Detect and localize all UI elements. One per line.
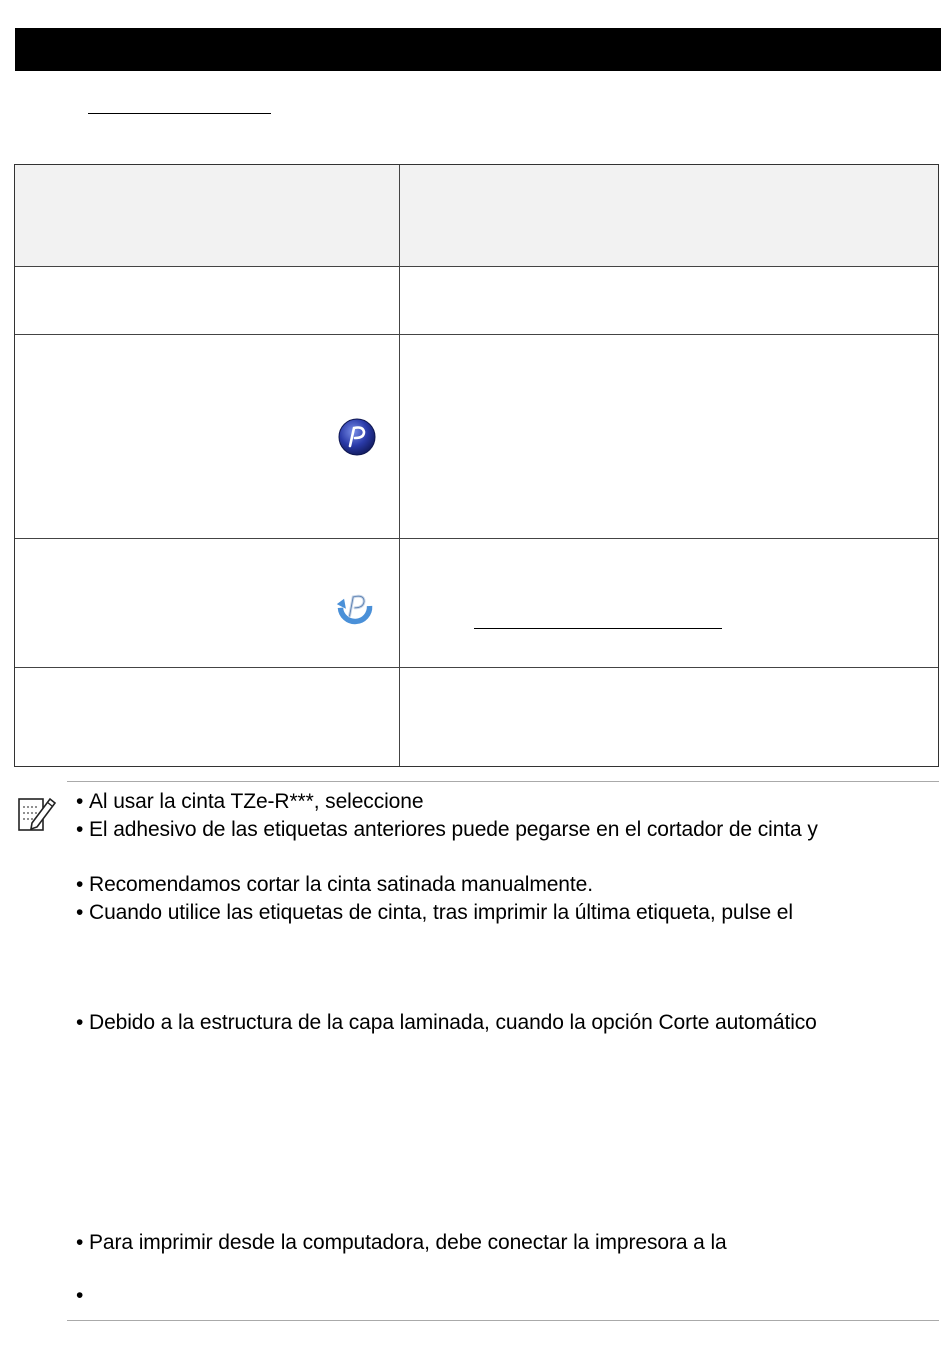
software-table — [14, 164, 939, 767]
note-top-rule — [67, 781, 939, 782]
note-item: • Para imprimir desde la computadora, debe conectar la impresora a la — [76, 1231, 727, 1254]
note-bottom-rule — [67, 1320, 939, 1321]
memo-pencil-icon — [16, 793, 58, 835]
note-item: • Debido a la estructura de la capa laminada, cuando la opción Corte automático — [76, 1011, 817, 1034]
update-link[interactable] — [474, 628, 722, 629]
note-item: • — [76, 1284, 84, 1307]
section-link[interactable] — [88, 113, 271, 114]
table-outline — [14, 164, 939, 767]
note-item: • Recomendamos cortar la cinta satinada manualmente. — [76, 873, 593, 896]
note-item: • Cuando utilice las etiquetas de cinta, tras imprimir la última etiqueta, pulse el — [76, 901, 793, 924]
note-item: • Al usar la cinta TZe-R***, seleccione — [76, 790, 424, 813]
section-header-bar — [15, 28, 941, 71]
note-item: • El adhesivo de las etiquetas anteriores puede pegarse en el cortador de cinta y — [76, 818, 818, 841]
